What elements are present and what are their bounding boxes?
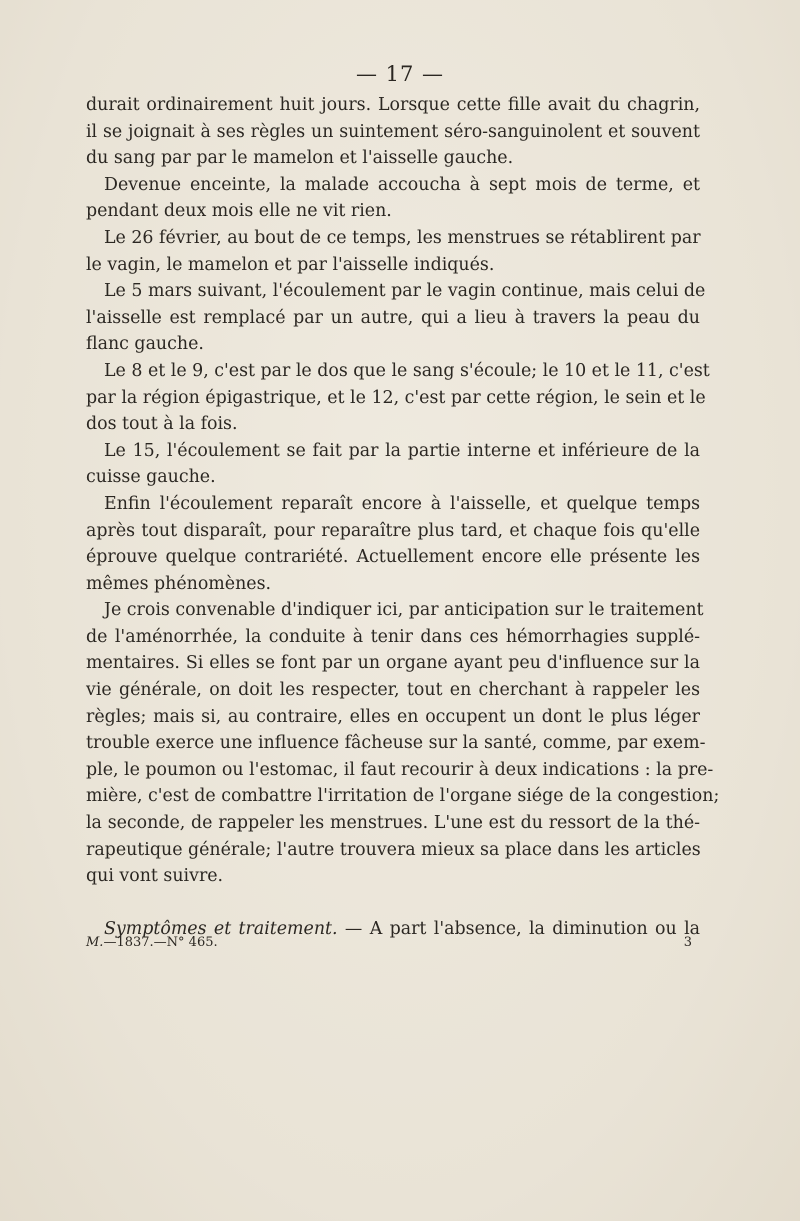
text-line: qui vont suivre.: [86, 866, 224, 887]
spacer: [86, 890, 700, 916]
text-line: pendant deux mois elle ne vit rien.: [86, 201, 392, 222]
paragraph-6: [86, 438, 700, 491]
text-line: mentaires. Si elles se font par un organe ayant peu d'influence sur la: [86, 653, 700, 674]
text-line: règles; mais si, au contraire, elles en occupent un dont le plus léger: [86, 706, 700, 727]
text-line: cuisse gauche.: [86, 467, 216, 488]
paragraph-7: [86, 491, 700, 597]
text-line: vie générale, on doit les respecter, tout en cherchant à rappeler les: [86, 680, 700, 701]
text-line: Le 5 mars suivant, l'écoulement par le vagin continue, mais celui de: [104, 281, 706, 302]
text-line: Le 26 février, au bout de ce temps, les menstrues se rétablirent par: [104, 227, 701, 248]
text-line: mière, c'est de combattre l'irritation de l'organe siége de la congestion;: [86, 786, 720, 807]
text-line: l'aisselle est remplacé par un autre, qui a lieu à travers la peau du: [86, 307, 700, 328]
text-line: il se joignait à ses règles un suintement séro-sanguinolent et souvent: [86, 121, 700, 142]
section-heading: Symptômes et traitement.: [104, 918, 338, 939]
footer-imprint-m: M.: [86, 935, 104, 950]
text-line: Le 15, l'écoulement se fait par la partie interne et inférieure de la: [104, 440, 700, 461]
section-text: — A part l'absence, la diminution ou la: [337, 918, 700, 939]
paragraph-8: [86, 597, 720, 890]
footer-signature: [86, 935, 700, 950]
text-line: Enfin l'écoulement reparaît encore à l'aisselle, et quelque temps: [104, 493, 700, 514]
text-line: Devenue enceinte, la malade accoucha à sept mois de terme, et: [104, 174, 700, 195]
text-line: rapeutique générale; l'autre trouvera mieux sa place dans les articles: [86, 839, 701, 860]
text-line: trouble exerce une influence fâcheuse sur la santé, comme, par exem-: [86, 733, 706, 754]
text-line: Je crois convenable d'indiquer ici, par anticipation sur le traitement: [104, 600, 704, 621]
text-line: Le 8 et le 9, c'est par le dos que le sang s'écoule; le 10 et le 11, c'est: [104, 360, 710, 381]
page-number: — 17 —: [355, 62, 445, 86]
paragraph-5: [86, 358, 710, 438]
text-line: par la région épigastrique, et le 12, c'est par cette région, le sein et le: [86, 387, 706, 408]
text-line: éprouve quelque contrariété. Actuellement encore elle présente les: [86, 547, 700, 568]
text-line: flanc gauche.: [86, 334, 204, 355]
signature-mark: 3: [683, 935, 692, 950]
paragraph-2: [86, 172, 700, 225]
paragraph-3: [86, 225, 700, 278]
text-line: la seconde, de rappeler les menstrues. L'une est du ressort de la thé-: [86, 813, 700, 834]
text-line: de l'aménorrhée, la conduite à tenir dans ces hémorrhagies supplé-: [86, 626, 700, 647]
paragraph-4: [86, 278, 706, 358]
footer-imprint-rest: —1837.—N° 465.: [103, 935, 218, 950]
text-line: ple, le poumon ou l'estomac, il faut recourir à deux indications : la pre-: [86, 759, 714, 780]
text-line: dos tout à la fois.: [86, 414, 238, 435]
footer-imprint: [86, 935, 218, 950]
text-line: durait ordinairement huit jours. Lorsque cette fille avait du chagrin,: [86, 95, 700, 115]
text-line: du sang par par le mamelon et l'aisselle gauche.: [86, 148, 514, 169]
paragraph-1: [86, 92, 700, 172]
text-line: après tout disparaît, pour reparaître plus tard, et chaque fois qu'elle: [86, 520, 700, 541]
text-line: le vagin, le mamelon et par l'aisselle indiqués.: [86, 254, 495, 275]
body-text: [86, 92, 720, 942]
text-line: mêmes phénomènes.: [86, 573, 272, 594]
